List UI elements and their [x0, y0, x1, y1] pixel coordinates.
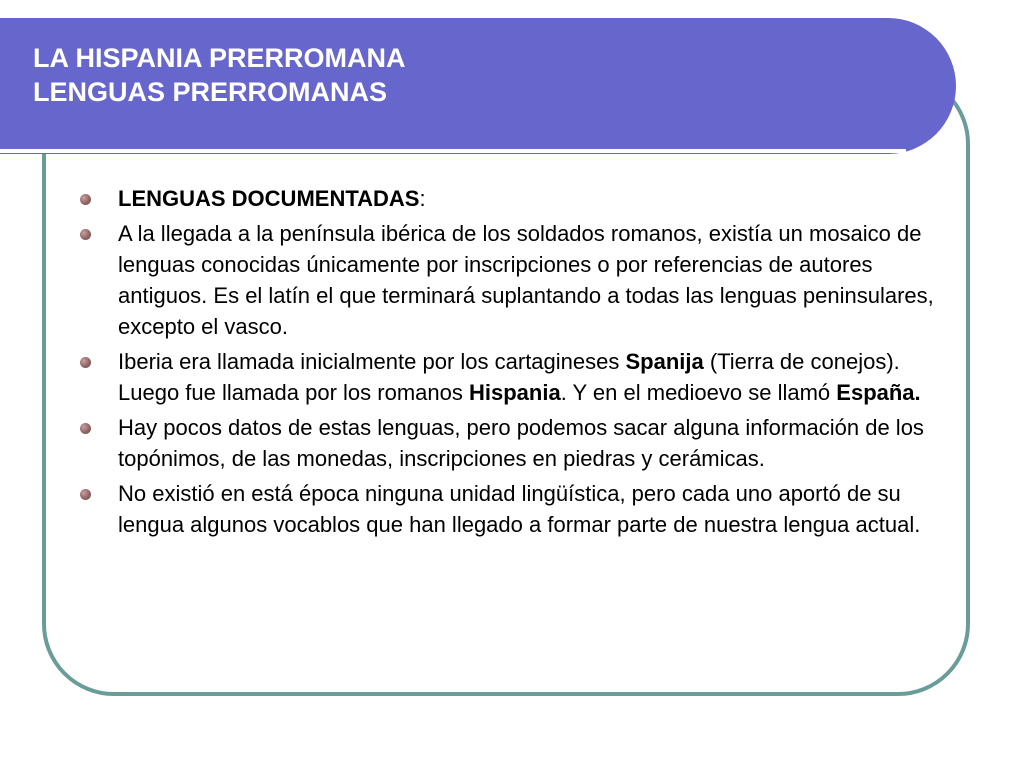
bullet-icon [80, 357, 91, 368]
bullet-icon [80, 423, 91, 434]
bullet-text: No existió en está época ninguna unidad lingüística, pero cada uno aportó de su lengua algunos vocablos que han llegado a formar parte de nuestra lengua actual. [118, 481, 921, 537]
bullet-bold-term: España. [836, 380, 921, 405]
bullet-item-5 [76, 478, 948, 540]
bullet-text-part: . Y en el medioevo se llamó [560, 380, 837, 405]
title-underline [0, 149, 906, 153]
bullet-item-2 [76, 218, 948, 342]
bullet-bold-term: Hispania [469, 380, 561, 405]
bullet-text-part: (Tierra de conejos). Luego fue llamada por los romanos [118, 349, 900, 405]
bullet-text: Hay pocos datos de estas lenguas, pero podemos sacar alguna información de los topónimos, de las monedas, inscripciones en piedras y cerámicas. [118, 415, 924, 471]
slide-title [33, 41, 406, 109]
title-line-2: LENGUAS PRERROMANAS [33, 77, 388, 107]
bullet-text-part: Iberia era llamada inicialmente por los cartagineses [118, 349, 626, 374]
bullet-icon [80, 229, 91, 240]
title-line-1: LA HISPANIA PRERROMANA [33, 43, 406, 73]
bullet-icon [80, 489, 91, 500]
bullet-item-1 [76, 183, 948, 214]
bullet-list [76, 183, 948, 544]
bullet-icon [80, 194, 91, 205]
bullet-heading: LENGUAS DOCUMENTADAS [118, 186, 420, 211]
bullet-item-3 [76, 346, 948, 408]
bullet-item-4 [76, 412, 948, 474]
bullet-bold-term: Spanija [625, 349, 704, 374]
bullet-text: A la llegada a la península ibérica de los soldados romanos, existía un mosaico de lenguas conocidas únicamente por inscripciones o por referencias de autores antiguos. Es el latín el que terminará suplantando a todas las lenguas peninsulares, excepto el vasco. [118, 221, 934, 339]
bullet-heading-suffix: : [419, 186, 426, 211]
